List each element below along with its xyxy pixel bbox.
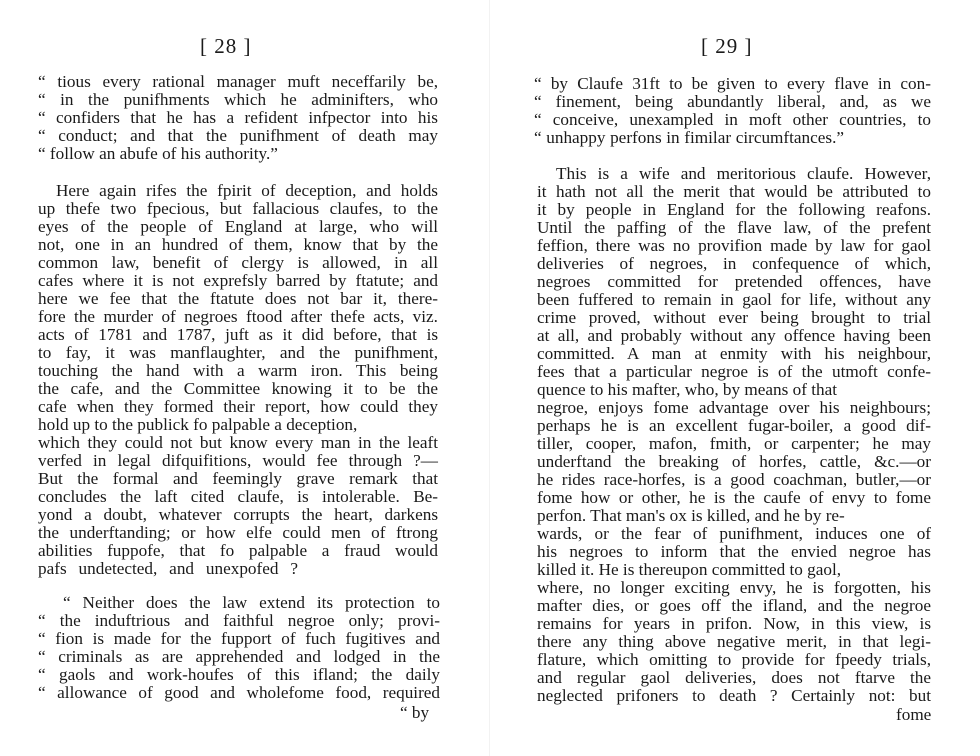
quote-line: “ by Claufe 31ft to be given to every flave in con-: [534, 74, 931, 93]
paragraph-line: touching the hand with a warm iron. This being: [38, 361, 439, 380]
quote-line: “ allowance of good and wholefome food, required: [38, 683, 441, 702]
paragraph-line: yond a doubt, whatever corrupts the heart, darkens: [38, 505, 439, 524]
paragraph-line: where, no longer exciting envy, he is forgotten, his: [537, 578, 931, 597]
paragraph-line: negroes committed for pretended offences, have: [537, 272, 931, 291]
paragraph-line: it hath not all the merit that would be attributed to: [537, 182, 932, 201]
page-number: [ 28 ]: [200, 34, 252, 58]
paragraph-line: cafes where it is not exprefsly barred by ftatute; and: [38, 271, 439, 290]
paragraph-line: wards, or the fear of punifhment, induces one of: [537, 524, 932, 543]
quote-line: “ the induftrious and faithful negroe only; provi-: [38, 611, 441, 630]
right-page: [490, 0, 980, 756]
paragraph-line: perhaps he is an excellent fugar-boiler, a good dif-: [537, 416, 932, 435]
paragraph-line: up thefe two fpecious, but fallacious claufes, to the: [38, 199, 439, 218]
quote-line: “ unhappy perfons in fimilar circumftances.”: [534, 128, 845, 147]
paragraph-line: common law, benefit of clergy is allowed, in all: [38, 253, 438, 272]
quote-line: “ conceive, unexampled in moft other countries, to: [534, 110, 931, 129]
paragraph-line: cafe when they formed their report, how could they: [38, 397, 438, 416]
paragraph-line: feffion, there was no provifion made by law for gaol: [537, 236, 931, 255]
quote-line: “ criminals as are apprehended and lodged in the: [38, 647, 440, 666]
page-number: [ 29 ]: [701, 34, 753, 58]
paragraph-line: fore the murder of negroes ftood after thefe acts, viz.: [38, 307, 438, 326]
paragraph-line: concludes the laft cited claufe, is intolerable. Be-: [38, 487, 439, 506]
paragraph-line: hold up to the publick fo palpable a deception,: [38, 415, 358, 434]
paragraph-line: negroe, enjoys fome advantage over his neighbours;: [537, 398, 931, 417]
paragraph-line: deliveries of negroes, in confequence of which,: [537, 254, 931, 273]
quote-line: “ tious every rational manager muft neceffarily be,: [38, 72, 438, 91]
paragraph-line: remains for years in prifon. Now, in this view, is: [537, 614, 932, 633]
paragraph-line: verfed in legal difquifitions, would fee through ?—: [38, 451, 438, 470]
paragraph-line: killed it. He is thereupon committed to gaol,: [537, 560, 842, 579]
paragraph-line: here we fee that the ftatute does not bar it, there-: [38, 289, 438, 308]
paragraph-line: been fuffered to remain in gaol for life, without any: [537, 290, 932, 309]
quote-line: “ conduct; and that the punifhment of death may: [38, 126, 439, 145]
paragraph-line: eyes of the people of England at large, who will: [38, 217, 439, 236]
quote-line: “ confiders that he has a refident infpector into his: [38, 108, 438, 127]
paragraph-line: Until the paffing of the flave law, of the prefent: [537, 218, 932, 237]
paragraph-line: mafter dies, or goes off the ifland, and the negroe: [537, 596, 932, 615]
paragraph-line: fome how or other, he is the caufe of envy to fome: [537, 488, 932, 507]
paragraph-line: he rides race-horfes, is a good coachman, butler,—or: [537, 470, 931, 489]
paragraph-line: crime proved, without ever being brought to trial: [537, 308, 931, 327]
quote-line: “ fion is made for the fupport of fuch fugitives and: [38, 629, 441, 648]
paragraph-line: underftand the breaking of horfes, cattle, &c.—or: [537, 452, 931, 471]
paragraph-line: fees that a particular negroe is of the utmoft confe-: [537, 362, 932, 381]
paragraph-line: his negroes to inform that the envied negroe has: [537, 542, 931, 561]
quote-line: “ gaols and work-houfes of this ifland; the daily: [38, 665, 440, 684]
quote-line: “ in the punifhments which he adminifters, who: [38, 90, 439, 109]
paragraph-line: Here again rifes the fpirit of deception, and holds: [56, 181, 438, 200]
quote-line: “ follow an abufe of his authority.”: [38, 144, 278, 163]
paragraph-line: committed. A man at enmity with his neighbour,: [537, 344, 931, 363]
paragraph-line: the underftanding; or how elfe could men of ftrong: [38, 523, 439, 542]
paragraph-line: flature, which omitting to provide for fpeedy trials,: [537, 650, 932, 669]
paragraph-line: neglected prifoners to death ? Certainly not: but: [537, 686, 932, 705]
paragraph-line: at all, and probably without any offence having been: [537, 326, 932, 345]
paragraph-line: and regular gaol deliveries, does not ftarve the: [537, 668, 931, 687]
paragraph-line: to fay, it was manflaughter, and the punifhment,: [38, 343, 438, 362]
catchword: fome: [896, 705, 932, 724]
quote-line: “ Neither does the law extend its protection to: [63, 593, 441, 612]
paragraph-line: which they could not but know every man in the leaft: [38, 433, 439, 452]
quote-line: “ finement, being abundantly liberal, and, as we: [534, 92, 932, 111]
paragraph-line: abilities fuppofe, that fo palpable a fraud would: [38, 541, 439, 560]
paragraph-line: the cafe, and the Committee knowing it to be the: [38, 379, 438, 398]
paragraph-line: quence to his mafter, who, by means of that: [537, 380, 838, 399]
paragraph-line: But the formal and feemingly grave remark that: [38, 469, 439, 488]
catchword: “ by: [400, 703, 430, 722]
paragraph-line: it by people in England for the following reafons.: [537, 200, 932, 219]
paragraph-line: tiller, cooper, mafon, fmith, or carpenter; he may: [537, 434, 932, 453]
paragraph-line: perfon. That man's ox is killed, and he by re-: [537, 506, 845, 525]
paragraph-line: not, one in an hundred of them, know that by the: [38, 235, 438, 254]
paragraph-line: This is a wife and meritorious claufe. However,: [556, 164, 932, 183]
paragraph-line: pafs undetected, and unexpofed ?: [38, 559, 298, 578]
paragraph-line: acts of 1781 and 1787, juft as it did before, that is: [38, 325, 439, 344]
paragraph-line: there any thing above negative merit, in that legi-: [537, 632, 931, 651]
